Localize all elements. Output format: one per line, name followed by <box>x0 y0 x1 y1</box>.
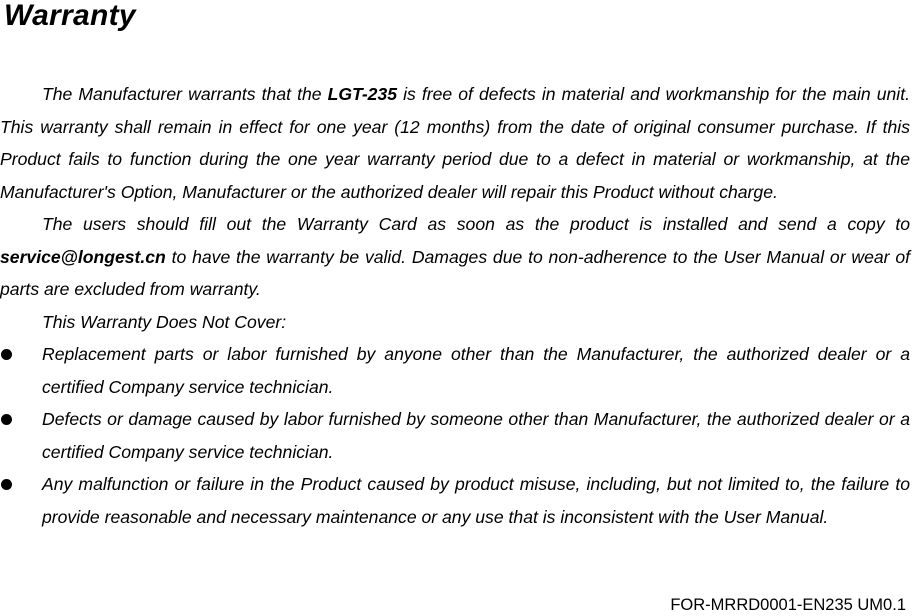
list-item <box>0 338 910 403</box>
list-item <box>0 468 910 533</box>
list-item <box>0 403 910 468</box>
warranty-card-text-start: The users should fill out the Warranty Card as soon as the product is installed and send a copy to <box>42 214 910 234</box>
exclusions-list <box>0 338 910 533</box>
service-email: service@longest.cn <box>0 246 166 267</box>
page-title: Warranty <box>4 0 136 32</box>
list-item-text: Replacement parts or labor furnished by anyone other than the Manufacturer, the authorized dealer or a certified Company service technician. <box>42 344 910 397</box>
product-model: LGT-235 <box>327 84 398 104</box>
coverage-text-end: is free of defects in material and workmanship for the main unit. This warranty shall remain in effect for one year (12 months) from the date of original consumer purchase. If this Product fails to function during the one year warranty period due to a defect in material or workmanship, at the Manufacturer's Option, Manufacturer or the authorized dealer will repair this Product without charge. <box>0 84 910 202</box>
coverage-text-start: The Manufacturer warrants that the <box>42 84 328 104</box>
bullet-dot-icon <box>1 349 12 360</box>
bullet-dot-icon <box>1 414 12 425</box>
document-code-footer: FOR-MRRD0001-EN235 UM0.1 <box>670 596 906 614</box>
list-item-text: Any malfunction or failure in the Product caused by product misuse, including, but not limited to, the failure to provide reasonable and necessary maintenance or any use that is inconsistent with the User Manual. <box>42 474 910 527</box>
warranty-card-text-end: to have the warranty be valid. Damages due to non-adherence to the User Manual or wear of parts are excluded from warranty. <box>0 246 910 299</box>
exclusions-heading: This Warranty Does Not Cover: <box>42 311 287 332</box>
list-item-text: Defects or damage caused by labor furnished by someone other than Manufacturer, the authorized dealer or a certified Company service technician. <box>42 409 910 462</box>
warranty-coverage-paragraph <box>0 78 910 208</box>
bullet-dot-icon <box>1 479 12 490</box>
warranty-body <box>0 78 910 533</box>
warranty-card-paragraph <box>0 208 910 306</box>
